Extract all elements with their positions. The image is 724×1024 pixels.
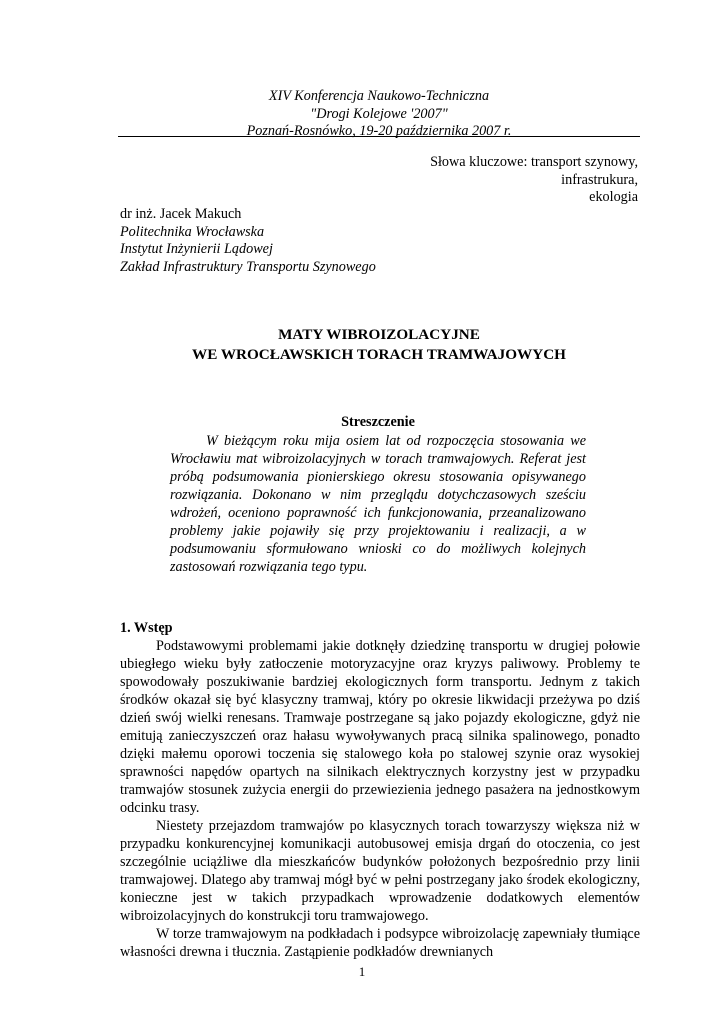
paper-title-line-2: WE WROCŁAWSKICH TORACH TRAMWAJOWYCH xyxy=(192,346,566,363)
paper-title xyxy=(118,325,640,365)
abstract-heading: Streszczenie xyxy=(341,414,415,430)
keywords-line-2: infrastrukura, xyxy=(561,171,638,188)
conference-place-date: Poznań-Rosnówko, 19-20 października 2007 r. xyxy=(246,123,512,139)
paper-title-line-1: MATY WIBROIZOLACYJNE xyxy=(278,326,480,343)
author-block xyxy=(120,206,376,276)
conference-name: XIV Konferencja Naukowo-Techniczna xyxy=(268,88,490,104)
paragraph: Podstawowymi problemami jakie dotknęły dziedzinę transportu w drugiej połowie ubiegłego wieku były zatłoczenie motoryzacyjne oraz kryzys paliwowy. Problemy te spowodowały poszukiwanie bardziej ekologicznych form transportu. Jednym z takich środków okazał się być klasyczny tramwaj, który po okresie likwidacji przeżywa po dziś dzień swój wielki renesans. Tramwaje postrzegane są jako pojazdy ekologiczne, gdyż nie emitują zanieczyszczeń oraz hałasu wywoływanych pracą silnika spalinowego, ponadto dzięki małemu oporowi toczenia się stalowego koła po stalowej szynie oraz wysokiej sprawności napędów opartych na silnikach elektrycznych korzystny jest w przypadku tramwajów stosunek zużycia energii do przewiezienia jednego pasażera na jednostkowym odcinku trasy. xyxy=(120,638,640,816)
keywords-line-3: ekologia xyxy=(589,189,638,205)
keywords-block xyxy=(430,154,638,207)
author-university: Politechnika Wrocławska xyxy=(120,223,265,240)
conference-header xyxy=(118,88,640,141)
author-institute: Instytut Inżynierii Lądowej xyxy=(120,241,273,257)
page-number: 1 xyxy=(358,964,366,979)
section-body xyxy=(120,637,640,961)
paragraph: W torze tramwajowym na podkładach i podsypce wibroizolację zapewniały tłumiące własności drewna i tłucznia. Zastąpienie podkładów drewnianych xyxy=(120,926,640,960)
header-divider xyxy=(118,136,640,137)
author-department: Zakład Infrastruktury Transportu Szynowego xyxy=(120,258,376,275)
paragraph: Niestety przejazdom tramwajów po klasycznych torach towarzyszy większa niż w przypadku konkurencyjnej komunikacji autobusowej emisja drgań do otoczenia, co jest szczególnie uciążliwe dla mieszkańców budynków położonych bezpośrednio przy linii tramwajowej. Dlatego aby tramwaj mógł być w pełni postrzegany jako środek ekologiczny, konieczne jest w takich przypadkach wprowadzenie dodatkowych elementów wibroizolacyjnych do konstrukcji toru tramwajowego. xyxy=(120,818,640,924)
section-heading: 1. Wstęp xyxy=(120,620,173,636)
abstract-text: W bieżącym roku mija osiem lat od rozpoczęcia stosowania we Wrocławiu mat wibroizolacyjnych w torach tramwajowych. Referat jest próbą podsumowania pionierskiego okresu stosowania opisywanego rozwiązania. Dokonano w nim przeglądu dotychczasowych sześciu wdrożeń, oceniono poprawność ich funkcjonowania, przeanalizowano problemy jakie pojawiły się przy projektowaniu i realizacji, a w podsumowaniu sformułowano wnioski co do możliwych kolejnych zastosowań rozwiązania tego typu. xyxy=(170,433,586,575)
conference-title: "Drogi Kolejowe '2007" xyxy=(310,105,448,122)
author-name: dr inż. Jacek Makuch xyxy=(120,206,242,222)
keywords-line-1: Słowa kluczowe: transport szynowy, xyxy=(430,154,638,170)
